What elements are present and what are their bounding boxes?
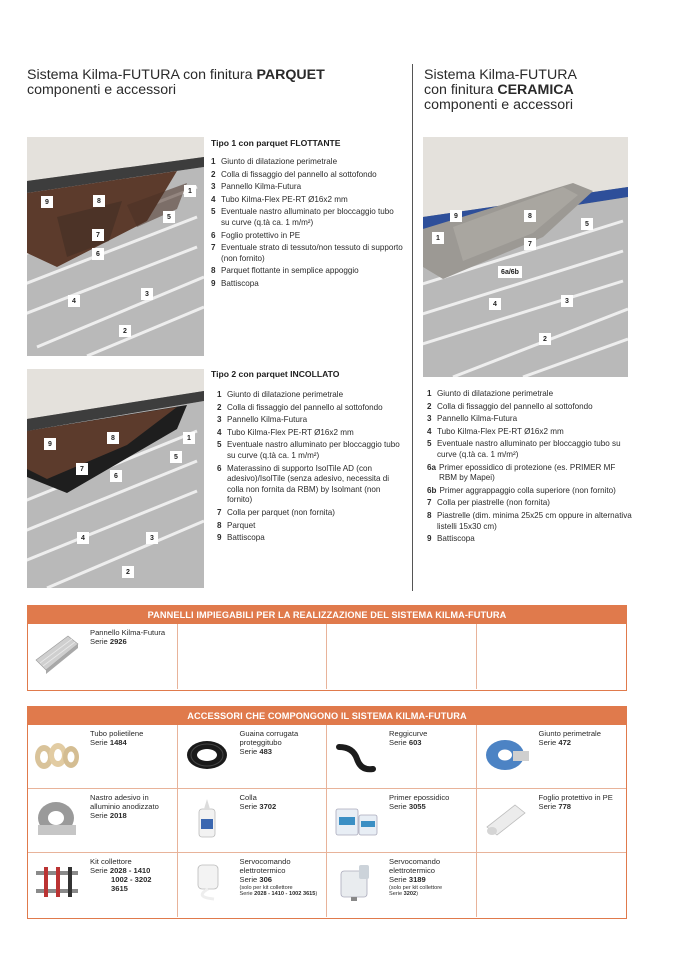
product-guaina-corrugata: Guaina corrugata proteggitubo Serie 483 xyxy=(178,725,328,789)
accessori-header: ACCESSORI CHE COMPONGONO IL SISTEMA KILMA-FUTURA xyxy=(28,707,626,725)
legend-item: 4 Tubo Kilma-Flex PE-RT Ø16x2 mm xyxy=(211,194,348,204)
tag-4: 4 xyxy=(68,295,80,307)
pe-sheet-roll-icon xyxy=(483,797,529,839)
legend-item: 3 Pannello Kilma-Futura xyxy=(427,414,518,424)
tipo2-legend xyxy=(217,390,407,546)
tag-6: 6 xyxy=(92,248,104,260)
tag-3: 3 xyxy=(561,295,573,307)
legend-item: 1 Giunto di dilatazione perimetrale xyxy=(211,157,338,166)
product-kit-collettore: Kit collettore Serie 2028 - 1410 1002 - 3202 3615 xyxy=(28,853,178,917)
pannelli-panel xyxy=(27,605,627,691)
parquet-glued-illustration xyxy=(27,369,204,588)
legend-item: 5 Eventuale nastro alluminato per bloccaggio tubo su curve (q.tà ca. 1 m/m²) xyxy=(211,207,394,227)
aluminium-tape-icon xyxy=(34,797,80,839)
panel-board-icon xyxy=(34,632,80,674)
primer-cans-icon xyxy=(333,797,379,839)
tag-8: 8 xyxy=(93,195,105,207)
ceramica-legend xyxy=(427,389,633,547)
product-primer-epossidico: Primer epossidico Serie 3055 xyxy=(327,789,477,853)
tag-8: 8 xyxy=(107,432,119,444)
corrugated-sheath-icon xyxy=(184,733,230,775)
tag-5: 5 xyxy=(581,218,593,230)
tipo1-legend xyxy=(211,157,403,292)
tag-7: 7 xyxy=(92,229,104,241)
legend-item: 8 Parquet flottante in semplice appoggio xyxy=(211,266,359,276)
tag-2: 2 xyxy=(122,566,134,578)
perimeter-strip-icon xyxy=(483,733,529,775)
tag-1: 1 xyxy=(432,232,444,244)
legend-item: 7 Colla per piastrelle (non fornita) xyxy=(427,498,550,508)
tag-2: 2 xyxy=(539,333,551,345)
legend-item: 6 Materassino di supporto IsolTile AD (con adesivo)/IsolTile (senza adesivo, necessita di colla non fornita da RBM) by Isolmant (non fornito) xyxy=(217,463,390,505)
parquet-floating-illustration xyxy=(27,137,204,356)
legend-item: 4 Tubo Kilma-Flex PE-RT Ø16x2 mm xyxy=(217,427,354,437)
pipe-coil-icon xyxy=(34,733,80,775)
bend-support-icon xyxy=(333,733,379,775)
legend-item: 9 Battiscopa xyxy=(427,534,475,544)
pannelli-grid xyxy=(28,624,626,689)
tag-3: 3 xyxy=(141,288,153,300)
legend-item: 2 Colla di fissaggio del pannello al sottofondo xyxy=(427,401,593,411)
tag-4: 4 xyxy=(489,298,501,310)
ceramica-section-title: Sistema Kilma-FUTURA con finitura CERAMICA componenti e accessori xyxy=(424,67,577,113)
tag-1: 1 xyxy=(183,432,195,444)
ceramica-drawing xyxy=(423,137,628,377)
legend-item: 5 Eventuale nastro alluminato per bloccaggio tubo su curve (q.tà ca. 1 m/m²) xyxy=(217,440,400,460)
accessori-grid xyxy=(28,725,626,917)
tipo2-title: Tipo 2 con parquet INCOLLATO xyxy=(211,369,340,379)
product-tubo-polietilene: Tubo polietilene Serie 1484 xyxy=(28,725,178,789)
parquet-section-title: Sistema Kilma-FUTURA con finitura PARQUET componenti e accessori xyxy=(27,67,325,98)
product-giunto-perimetrale: Giunto perimetrale Serie 472 xyxy=(477,725,627,789)
accessori-panel xyxy=(27,706,627,919)
tag-2: 2 xyxy=(119,325,131,337)
tag-9: 9 xyxy=(41,196,53,208)
ceramica-illustration xyxy=(423,137,628,377)
legend-item: 4 Tubo Kilma-Flex PE-RT Ø16x2 mm xyxy=(427,426,564,436)
tag-5: 5 xyxy=(163,211,175,223)
legend-item: 7 Eventuale strato di tessuto/non tessuto di supporto (non fornito) xyxy=(211,243,403,263)
product-servocomando-3189: Servocomando elettrotermico Serie 3189 (solo per kit collettore Serie 3202) xyxy=(327,853,477,917)
glue-bottle-icon xyxy=(184,797,230,839)
tag-9: 9 xyxy=(44,438,56,450)
legend-item: 8 Piastrelle (dim. minima 25x25 cm oppure in alternativa listelli 15x30 cm) xyxy=(427,510,632,531)
legend-item: 9 Battiscopa xyxy=(217,533,265,543)
tag-5: 5 xyxy=(170,451,182,463)
legend-item: 1 Giunto di dilatazione perimetrale xyxy=(427,389,554,398)
product-servocomando-306: Servocomando elettrotermico Serie 306 (solo per kit collettore Serie 2028 - 1410 - 1002 3615) xyxy=(178,853,328,917)
legend-item: 7 Colla per parquet (non fornita) xyxy=(217,507,335,517)
tag-1: 1 xyxy=(184,185,196,197)
legend-item: 3 Pannello Kilma-Futura xyxy=(217,415,308,425)
tag-6a-6b: 6a/6b xyxy=(498,266,522,278)
tag-4: 4 xyxy=(77,532,89,544)
tag-9: 9 xyxy=(450,210,462,222)
legend-item: 2 Colla di fissaggio del pannello al sottofondo xyxy=(211,169,377,179)
tag-8: 8 xyxy=(524,210,536,222)
tipo1-title: Tipo 1 con parquet FLOTTANTE xyxy=(211,138,341,148)
parquet-floating-drawing xyxy=(27,137,204,356)
legend-item: 1 Giunto di dilatazione perimetrale xyxy=(217,390,344,399)
product-pannello-kilma-futura: Pannello Kilma-Futura Serie 2926 xyxy=(28,624,178,689)
empty-cell xyxy=(178,624,328,689)
tag-7: 7 xyxy=(524,238,536,250)
legend-item: 8 Parquet xyxy=(217,520,256,530)
thermal-actuator-icon xyxy=(184,861,230,903)
manifold-icon xyxy=(34,861,80,903)
tag-6: 6 xyxy=(110,470,122,482)
empty-cell xyxy=(477,853,627,917)
empty-cell xyxy=(477,624,627,689)
legend-item: 2 Colla di fissaggio del pannello al sottofondo xyxy=(217,402,383,412)
legend-item: 5 Eventuale nastro alluminato per bloccaggio tubo su curve (q.tà ca. 1 m/m²) xyxy=(427,439,621,459)
legend-item: 3 Pannello Kilma-Futura xyxy=(211,182,302,192)
tag-3: 3 xyxy=(146,532,158,544)
pannelli-header: PANNELLI IMPIEGABILI PER LA REALIZZAZIONE DEL SISTEMA KILMA-FUTURA xyxy=(28,606,626,624)
product-nastro-adesivo: Nastro adesivo in alluminio anodizzato Serie 2018 xyxy=(28,789,178,853)
product-reggicurve: Reggicurve Serie 603 xyxy=(327,725,477,789)
thermal-actuator-box-icon xyxy=(333,861,379,903)
product-colla: Colla Serie 3702 xyxy=(178,789,328,853)
legend-item: 9 Battiscopa xyxy=(211,278,259,288)
legend-item: 6b Primer aggrappaggio colla superiore (non fornito) xyxy=(427,485,616,495)
product-foglio-protettivo: Foglio protettivo in PE Serie 778 xyxy=(477,789,627,853)
column-divider xyxy=(412,64,413,591)
tag-7: 7 xyxy=(76,463,88,475)
empty-cell xyxy=(327,624,477,689)
legend-item: 6 Foglio protettivo in PE xyxy=(211,230,301,240)
legend-item: 6a Primer epossidico di protezione (es. PRIMER MF RBM by Mapei) xyxy=(427,462,616,483)
